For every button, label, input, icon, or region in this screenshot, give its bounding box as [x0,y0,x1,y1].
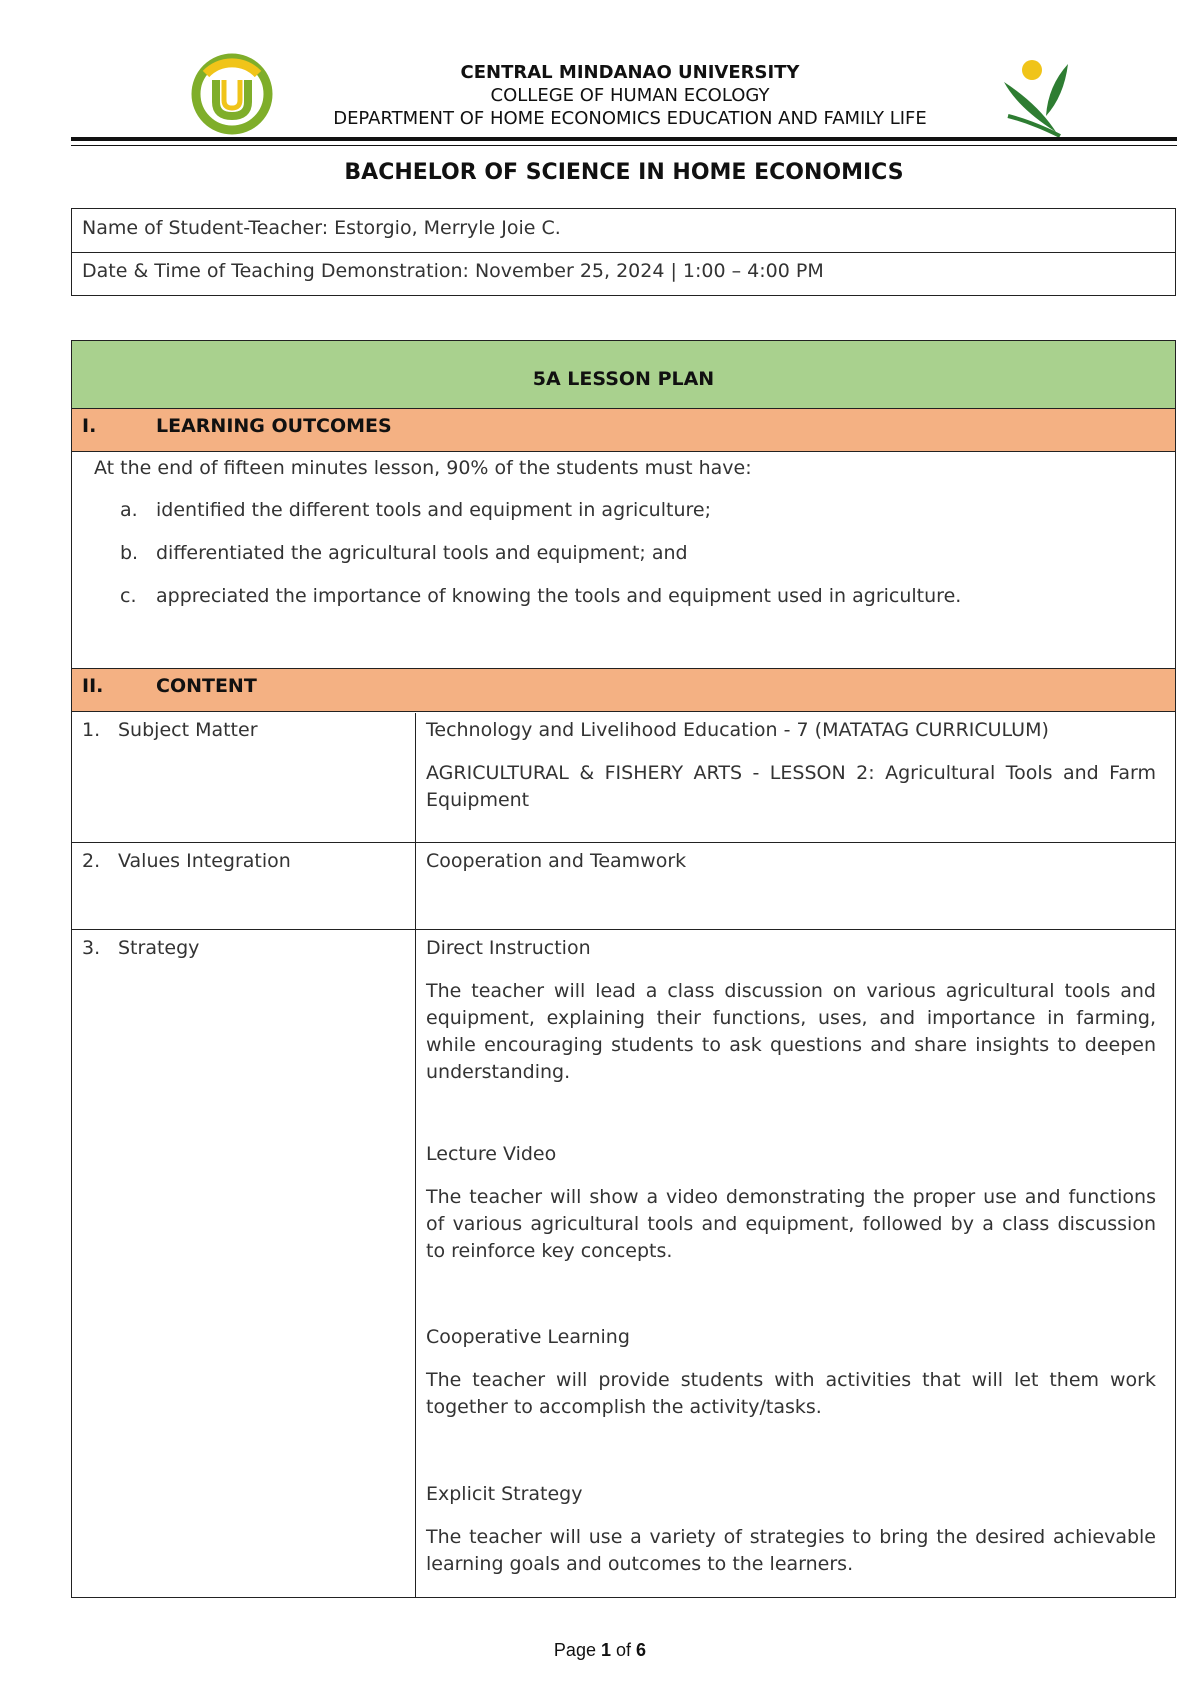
page-of: of [616,1640,632,1660]
row-divider [72,929,1175,930]
page-label: Page [553,1640,596,1660]
section-title: LEARNING OUTCOMES [156,415,392,437]
header-rule-thin [71,145,1177,146]
header-rule [71,137,1177,141]
lesson-plan-table [71,340,1176,1598]
content-row-label-strategy [82,937,199,959]
lesson-plan-title: 5A LESSON PLAN [532,368,715,390]
strategy-name: Cooperative Learning [426,1326,630,1348]
row-number: 2. [82,850,101,872]
department-name: DEPARTMENT OF HOME ECONOMICS EDUCATION AND FAMILY LIFE [333,108,927,129]
section-header-learning-outcomes [72,408,1175,452]
college-name: COLLEGE OF HUMAN ECOLOGY [490,85,770,106]
outcome-text: differentiated the agricultural tools and equipment; and [156,542,688,564]
strategy-name: Explicit Strategy [426,1483,583,1505]
outcomes-intro: At the end of fifteen minutes lesson, 90% of the students must have: [94,457,752,479]
subject-matter-lesson: AGRICULTURAL & FISHERY ARTS - LESSON 2: Agricultural Tools and Farm Equipment [426,762,1156,811]
row-label: Subject Matter [118,719,258,741]
row-label: Values Integration [118,850,291,872]
row-number: 1. [82,719,101,741]
section-number: II. [82,675,104,697]
subject-matter-text: Technology and Livelihood Education - 7 (MATATAG CURRICULUM) [426,719,1049,741]
strategy-description: The teacher will lead a class discussion on various agricultural tools and equipment, explaining their functions, uses, and importance in farming, while encouraging students to ask questions and share insights to deepen understanding. [426,980,1156,1083]
info-table [71,208,1176,296]
outcome-item [120,585,961,607]
row-number: 3. [82,937,101,959]
values-integration-text: Cooperation and Teamwork [426,850,687,872]
column-divider [415,713,416,1597]
content-row-label-subject-matter [82,719,258,741]
page-total: 6 [636,1640,647,1660]
university-name: CENTRAL MINDANAO UNIVERSITY [460,62,800,83]
row-label: Strategy [118,937,200,959]
lesson-plan-title-band [72,341,1175,409]
outcome-item [120,542,688,564]
strategy-description: The teacher will provide students with activities that will let them work together to accomplish the activity/tasks. [426,1369,1156,1418]
outcome-text: appreciated the importance of knowing the tools and equipment used in agriculture. [156,585,962,607]
strategy-name: Direct Instruction [426,937,591,959]
section-number: I. [82,415,97,437]
page-current: 1 [600,1640,611,1660]
outcome-letter: a. [120,499,138,521]
section-header-content [72,668,1175,712]
strategy-description: The teacher will show a video demonstrating the proper use and functions of various agricultural tools and equipment, followed by a class discussion to reinforce key concepts. [426,1186,1156,1262]
outcome-text: identified the different tools and equipment in agriculture; [156,499,711,521]
info-row-date [72,252,1175,296]
outcome-letter: c. [120,585,137,607]
strategy-name: Lecture Video [426,1143,557,1165]
date-time-text: Date & Time of Teaching Demonstration: November 25, 2024 | 1:00 – 4:00 PM [82,260,824,282]
strategy-description: The teacher will use a variety of strategies to bring the desired achievable learning goals and outcomes to the learners. [426,1526,1156,1575]
outcome-letter: b. [120,542,139,564]
program-title: BACHELOR OF SCIENCE IN HOME ECONOMICS [344,160,904,185]
student-teacher-text: Name of Student-Teacher: Estorgio, Merryle Joie C. [82,217,561,239]
section-title: CONTENT [156,675,257,697]
info-row-student [72,209,1175,253]
outcome-item [120,499,711,521]
page-number [0,1640,1200,1661]
row-divider [72,842,1175,843]
content-row-label-values [82,850,291,872]
